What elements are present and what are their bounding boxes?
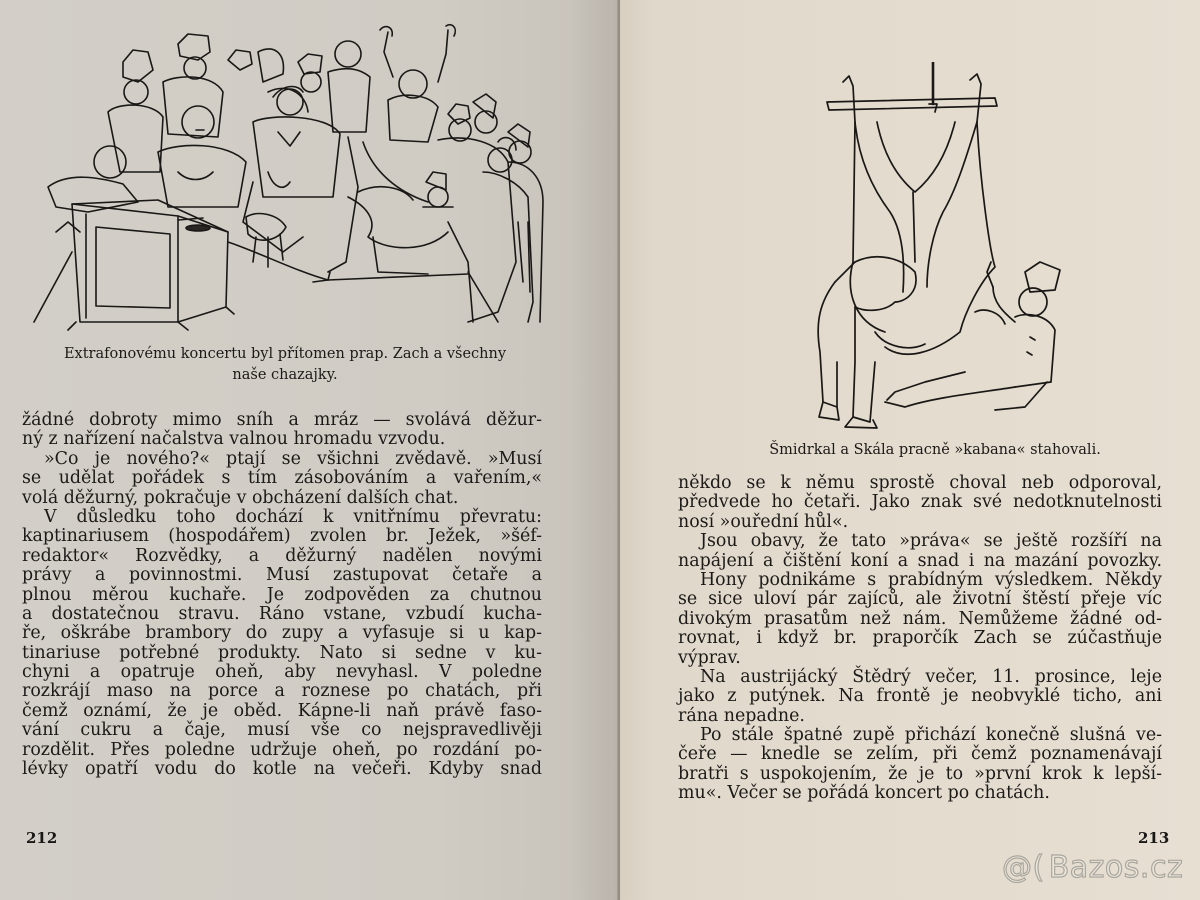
text-line: V důsledku toho dochází k vnitřnímu převratu: — [44, 506, 542, 527]
text-line: někdo se k němu sprostě choval neb odporoval, — [678, 473, 1162, 493]
text-line: tinariuse potřebné produkty. Nato si sedne v ku- — [22, 642, 542, 663]
left-body-text — [22, 411, 542, 779]
text-line: jako z putýnek. Na frontě je neobvyklé ticho, ani — [678, 686, 1162, 707]
text-line: čeře — knedle se zelím, při čemž poznamenávají — [678, 744, 1162, 765]
text-line: rozdělit. Přes poledne udržuje oheň, po rozdání po- — [22, 739, 542, 760]
text-line: nosí »ouřední hůl«. — [678, 511, 849, 532]
text-line: rána nepadne. — [678, 705, 805, 726]
watermark-logo-icon: @( — [1002, 850, 1045, 885]
illustration-skinning-carcass-icon — [815, 62, 1075, 432]
illustration-gramophone-concert-icon — [28, 22, 550, 332]
text-line: kaptinariusem (hospodářem) zvolen br. Ježek, »šéf- — [22, 526, 542, 547]
text-line: napájení a čištění koní a snad i na mazání povozky. — [678, 550, 1162, 571]
watermark-text: Bazos.cz — [1048, 850, 1184, 885]
right-caption — [700, 440, 1170, 461]
text-line: rozkrájí maso na porce a roznese po chatách, při — [22, 681, 542, 702]
text-line: se sice uloví pár zajíců, ale životní štěstí přeje víc — [678, 589, 1162, 610]
text-line: Hony podnikáme s prabídným výsledkem. Někdy — [700, 569, 1162, 590]
text-line: chyni a opatruje oheň, aby nevyhasl. V poledne — [22, 662, 542, 683]
right-caption-line-1: Šmidrkal a Skála pracně »kabana« stahovali. — [769, 442, 1101, 458]
watermark — [1002, 848, 1192, 888]
text-line: bratři s uspokojením, že je to »první krok k lepší- — [678, 763, 1162, 784]
text-line: ře, oškrábe brambory do zupy a vyfasuje si u kap- — [22, 623, 542, 644]
text-line: právy a povinnostmi. Musí zastupovat četaře a — [22, 565, 542, 586]
text-line: Po stále špatné zupě přichází konečně slušná ve- — [700, 725, 1162, 746]
page-number-left: 212 — [26, 829, 58, 847]
text-line: mu«. Večer se pořádá koncert po chatách. — [678, 783, 1050, 804]
text-line: předvede ho četaři. Jako znak své nedotknutelnosti — [678, 492, 1162, 513]
left-caption-line-1: Extrafonovému koncertu byl přítomen prap. Zach a všechny — [63, 346, 507, 362]
text-line: rovnat, i když br. praporčík Zach se zúčastňuje — [678, 628, 1162, 649]
left-caption-line-2: naše chazajky. — [232, 367, 338, 383]
text-line: žádné dobroty mimo sníh a mráz — svolává děžur- — [22, 410, 542, 430]
text-line: Jsou obavy, že tato »práva« se ještě rozšíří na — [700, 531, 1162, 552]
text-line: volá děžurný, pokračuje v obcházení dalších chat. — [22, 487, 459, 508]
text-line: se udělat pořádek s tím zásobováním a vařením,« — [22, 468, 542, 489]
right-page — [620, 0, 1200, 900]
text-line: divokým prasatům než nám. Nemůžeme žádné od- — [678, 608, 1162, 629]
text-line: lévky opatří vodu do kotle na večeři. Kdyby snad — [22, 759, 542, 780]
text-line: vání cukru a čaje, musí vše co nejspravedlivěji — [22, 720, 542, 741]
right-body-text — [678, 474, 1162, 804]
text-line: Na austrijácký Štědrý večer, 11. prosince, leje — [700, 666, 1162, 687]
text-line: plnou měrou kuchaře. Je zodpověden za chutnou — [22, 584, 542, 605]
page-number-right: 213 — [1138, 829, 1170, 847]
text-line: redaktor« Rozvědky, a děžurný nadělen novými — [22, 545, 542, 566]
text-line: čemž oznámí, že je oběd. Kápne-li naň právě faso- — [22, 700, 542, 721]
text-line: výprav. — [678, 647, 741, 668]
text-line: a dostatečnou stravu. Ráno vstane, vzbudí kucha- — [22, 603, 542, 624]
text-line: »Co je nového?« ptají se všichni zvědavě. »Musí — [44, 448, 542, 469]
text-line: ný z nařízení načalstva valnou hromadu vzvodu. — [22, 429, 446, 450]
left-caption — [20, 344, 550, 386]
